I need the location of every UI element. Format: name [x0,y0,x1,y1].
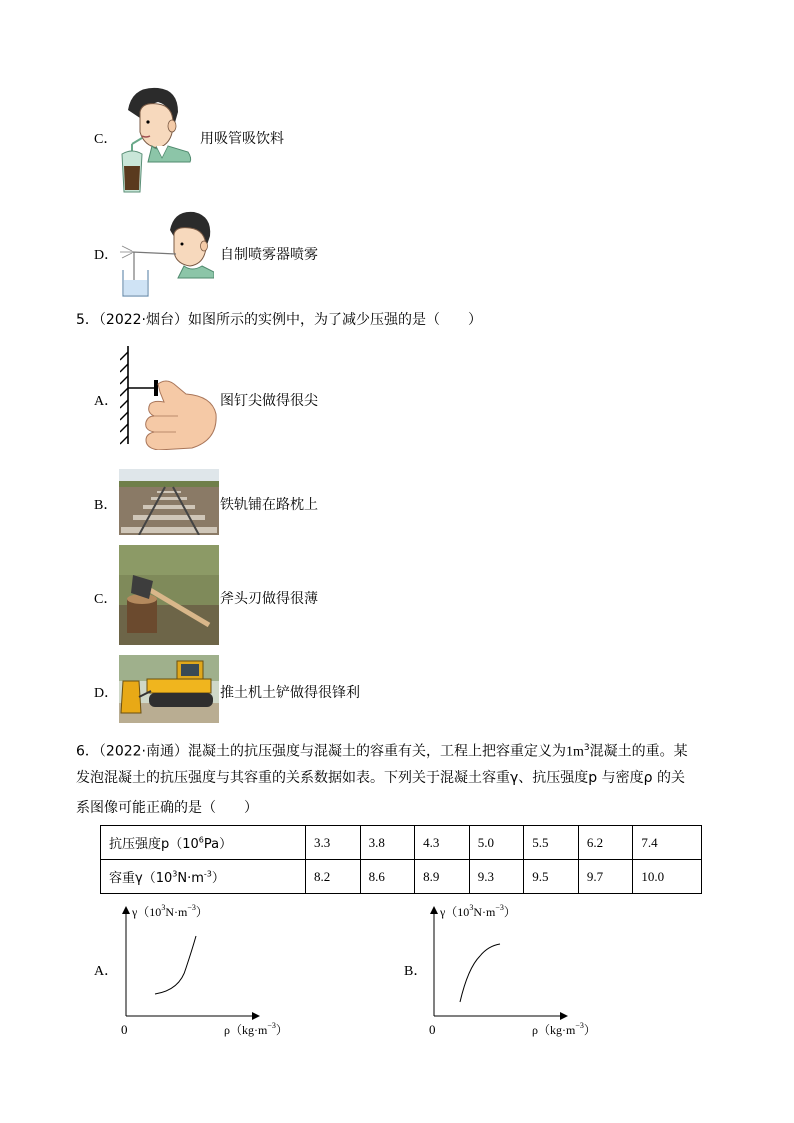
table-cell: 9.7 [578,860,633,894]
graph-b-curve [460,944,500,1002]
table-cell: 3.3 [306,826,361,860]
q5-option-b-letter: B． [94,498,118,513]
table-cell: 8.6 [360,860,415,894]
graph-a-curve [155,936,196,994]
q4-option-c-letter: C． [94,132,118,147]
row-label-strength: 抗压强度$p(10^6Pa)$ [101,826,306,860]
q5-stem: 5．（2022·烟台）如图所示的实例中，为了减少压强的是（ ） [76,312,482,328]
q6-stem-line1: 6．（2022·南通）混凝土的抗压强度与混凝土的容重有关，工程上把容重定义为$1m^3$混凝土的重。某 [76,743,688,760]
strength-density-table [100,825,702,894]
q5-option-a-text: 图钉尖做得很尖 [220,393,318,409]
table-cell: 10.0 [633,860,702,894]
graph-b-origin: 0 [429,1022,436,1037]
table-cell: 8.2 [306,860,361,894]
railway-track-photo [119,469,219,535]
q4-option-d-letter: D． [94,248,119,263]
q6-stem-line3: 系图像可能正确的是（ ） [76,800,258,816]
q5-option-a-letter: A． [94,394,119,409]
table-cell: 4.3 [415,826,470,860]
table-row [101,826,702,860]
graph-b [420,898,630,1044]
q6-option-a-letter: A． [94,964,119,979]
q5-option-b-text: 铁轨铺在路枕上 [220,497,318,513]
table-cell: 7.4 [633,826,702,860]
table-cell: 9.3 [469,860,524,894]
graph-b-y-label: $\gamma(10^3N\cdot m^{-3})$ [440,903,516,919]
q5-option-c-letter: C． [94,592,118,607]
q6-stem-line2: 发泡混凝土的抗压强度与其容重的关系数据如表。下列关于混凝土容重γ、抗压强度p 与密度ρ 的关 [76,770,685,786]
q4-option-d-text: 自制喷雾器喷雾 [220,247,318,263]
q4-option-c-text: 用吸管吸饮料 [200,131,284,147]
graph-a-y-label: $\gamma(10^3N\cdot m^{-3})$ [132,903,208,919]
graph-a [112,898,322,1044]
boy-sprayer-icon [118,208,214,298]
q6-option-b-letter: B． [404,964,428,979]
axe-stump-photo [119,545,219,645]
table-cell: 8.9 [415,860,470,894]
table-cell: 6.2 [578,826,633,860]
q5-option-d-text: 推土机土铲做得很锋利 [220,685,360,701]
boy-drinking-straw-icon [118,82,194,194]
bulldozer-photo [119,655,219,723]
table-row [101,860,702,894]
graph-a-x-label: $\rho(kg\cdot m^{-3})$ [224,1021,288,1037]
table-cell: 9.5 [524,860,579,894]
q5-option-c-text: 斧头刃做得很薄 [220,591,318,607]
thumbtack-wall-icon [120,344,218,450]
table-cell: 5.5 [524,826,579,860]
q5-option-d-letter: D． [94,686,119,701]
table-cell: 3.8 [360,826,415,860]
row-label-unit-weight: 容重$\gamma(10^3N\cdot m^{-3})$ [101,860,306,894]
graph-a-origin: 0 [121,1022,128,1037]
graph-b-x-label: $\rho(kg\cdot m^{-3})$ [532,1021,596,1037]
table-cell: 5.0 [469,826,524,860]
